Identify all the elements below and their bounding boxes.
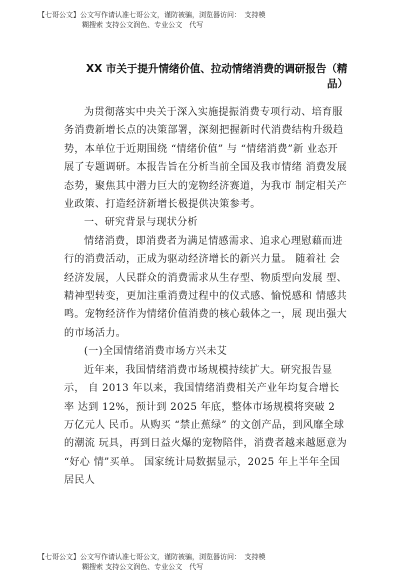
section-heading: 一、研究背景与现状分析 bbox=[84, 217, 198, 229]
section-paragraph: 情绪消费，即消费者为满足情感需求、追求心理慰藉而进行的消费活动，正成为驱动经济增长的新兴力量。 随着社 会经济发展，人民群众的消费需求从生存型、物质型向发展 型、精神型转变，更加注重消费过程中的仪式感、愉悦感和 情感共鸣。宠物经济作为情绪价值消费的核心载体之一，展 现出强大的市场活力。 bbox=[64, 235, 347, 339]
document-body bbox=[64, 104, 348, 491]
title-line-1: XX 市关于提升情绪价值、拉动情绪消费的调研报告（精 bbox=[86, 63, 348, 75]
footer-line-1: 【七哥公文】公文写作请认准七哥公文，谨防被骗，浏览器访问： 支持模 bbox=[38, 553, 266, 561]
intro-paragraph: 为贯彻落实中央关于深入实施提振消费专项行动、培育服务消费新增长点的决策部署，深刻把握新时代消费结构升级趋势，本单位于近期围绕 “情绪价值” 与 “情绪消费”新 业态开展了专题调研。本报告旨在分析当前全国及我市情绪 消费发展态势，聚焦其中潜力巨大的宠物经济赛道，为我市 制定相关产业政策、打造经济新增长极提供决策参考。 bbox=[64, 107, 347, 211]
page-footer-watermark bbox=[38, 552, 378, 572]
document-title bbox=[86, 62, 354, 92]
header-line-1: 【七哥公文】公文写作请认准七哥公文，谨防被骗，浏览器访问： 支持模 bbox=[38, 11, 266, 19]
title-line-2: 品） bbox=[327, 78, 348, 90]
footer-line-2: 糊搜索 支持公文润色、专业公文 代写 bbox=[82, 563, 204, 571]
header-line-2: 糊搜索 支持公文润色、专业公文 代写 bbox=[82, 21, 204, 29]
subsection-paragraph: 近年来，我国情绪消费市场规模持续扩大。研究报告显示， 自 2013 年以来，我国情绪消费相关产业年均复合增长率 达到 12%，预计到 2025 年底，整体市场规模将突破 2 万亿元人 民币。从购买 “禁止蕉绿” 的文创产品，到风靡全球的潮流 玩具，再到日益火爆的宠物陪伴，消费者越来越愿意为 “好心 情”买单。 国家统计局数据显示，2025 年上半年全国居民人 bbox=[64, 364, 347, 487]
subsection-heading: (一)全国情绪消费市场方兴未艾 bbox=[84, 346, 228, 358]
page-header-watermark bbox=[38, 10, 378, 30]
